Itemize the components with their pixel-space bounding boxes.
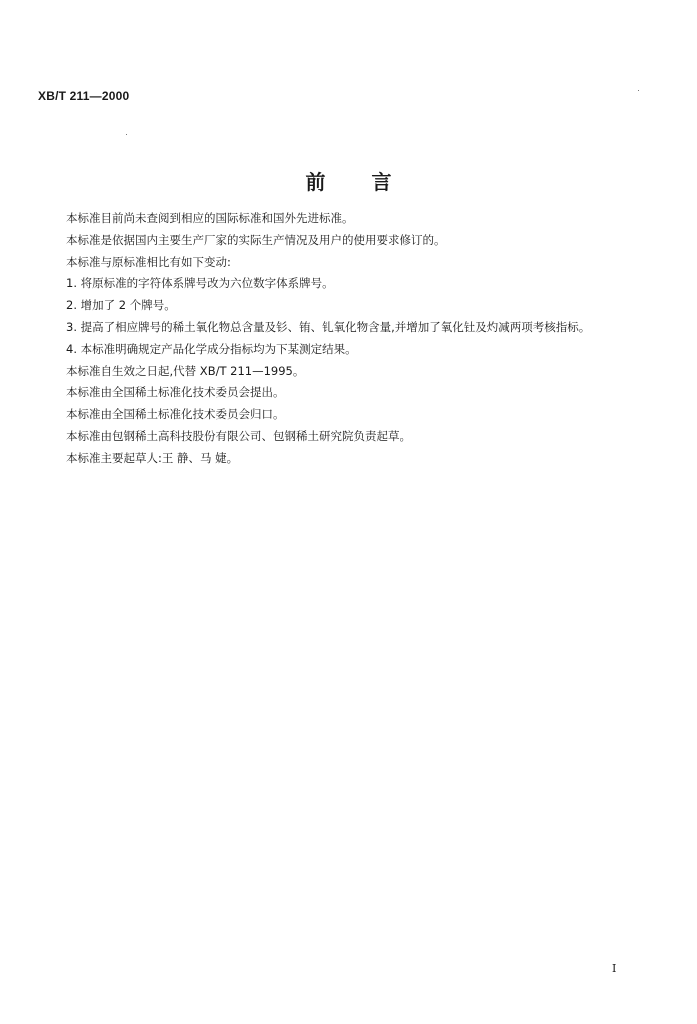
- scan-speck: [638, 90, 639, 91]
- preface-body: [36, 208, 644, 470]
- page-number: I: [612, 962, 617, 975]
- scan-speck: [126, 134, 127, 135]
- paragraph: 本标准自生效之日起,代替 XB/T 211—1995。: [66, 363, 305, 378]
- paragraph: 本标准目前尚未查阅到相应的国际标准和国外先进标准。: [66, 211, 354, 225]
- paragraph: 本标准主要起草人:王 静、马 婕。: [66, 450, 239, 465]
- paragraph: 本标准由全国稀土标准化技术委员会归口。: [66, 407, 285, 422]
- standard-code: XB/T 211—2000: [38, 89, 130, 103]
- paragraph: 本标准与原标准相比有如下变动:: [66, 254, 231, 269]
- list-item: 4. 本标准明确规定产品化学成分指标均为下某测定结果。: [66, 341, 357, 356]
- list-item: 2. 增加了 2 个牌号。: [66, 298, 176, 313]
- paragraph: 本标准是依据国内主要生产厂家的实际生产情况及用户的使用要求修订的。: [66, 232, 446, 247]
- list-item: 3. 提高了相应牌号的稀土氧化物总含量及钐、铕、钆氧化物含量,并增加了氧化钍及灼减两项考核指标。: [66, 319, 591, 334]
- paragraph: 本标准由全国稀土标准化技术委员会提出。: [66, 385, 285, 400]
- list-item: 1. 将原标准的字符体系牌号改为六位数字体系牌号。: [66, 276, 334, 291]
- page-title: 前言: [305, 170, 438, 194]
- paragraph: 本标准由包钢稀土高科技股份有限公司、包钢稀土研究院负责起草。: [66, 428, 411, 443]
